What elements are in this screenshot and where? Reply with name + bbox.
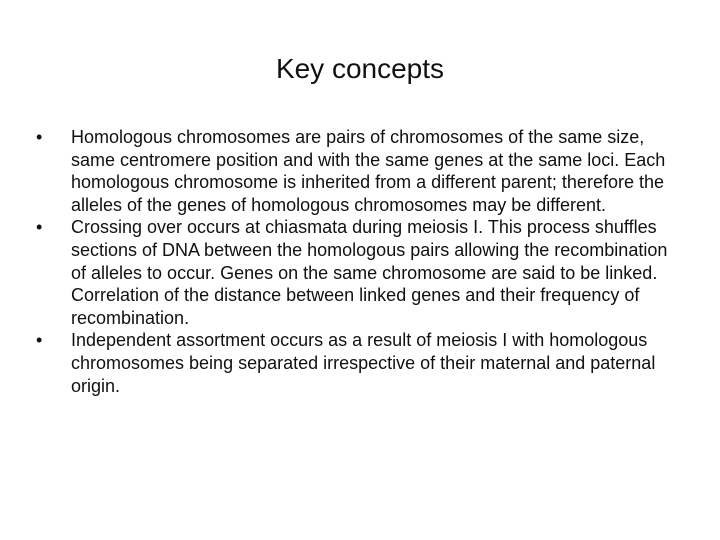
bullet-text: Independent assortment occurs as a result of meiosis I with homologous chromosomes being separated irrespective of their maternal and paternal origin. bbox=[71, 330, 656, 396]
bullet-text: Homologous chromosomes are pairs of chromosomes of the same size, same centromere position and with the same genes at the same loci. Each homologous chromosome is inherited from a different parent; therefore the alleles of the genes of homologous chromosomes may be different. bbox=[71, 127, 666, 215]
bullet-item bbox=[36, 126, 686, 216]
bullet-text: Crossing over occurs at chiasmata during meiosis I. This process shuffles sections of DNA between the homologous pairs allowing the recombination of alleles to occur. Genes on the same chromosome are said to be linked. Correlation of the distance between linked genes and their frequency of recombination. bbox=[71, 217, 668, 328]
bullet-item bbox=[36, 329, 686, 397]
bullet-icon: • bbox=[36, 330, 43, 351]
slide-title: Key concepts bbox=[275, 53, 445, 84]
bullet-icon: • bbox=[36, 217, 43, 238]
bullet-list bbox=[36, 126, 686, 397]
bullet-item bbox=[36, 216, 686, 329]
bullet-icon: • bbox=[36, 127, 43, 147]
